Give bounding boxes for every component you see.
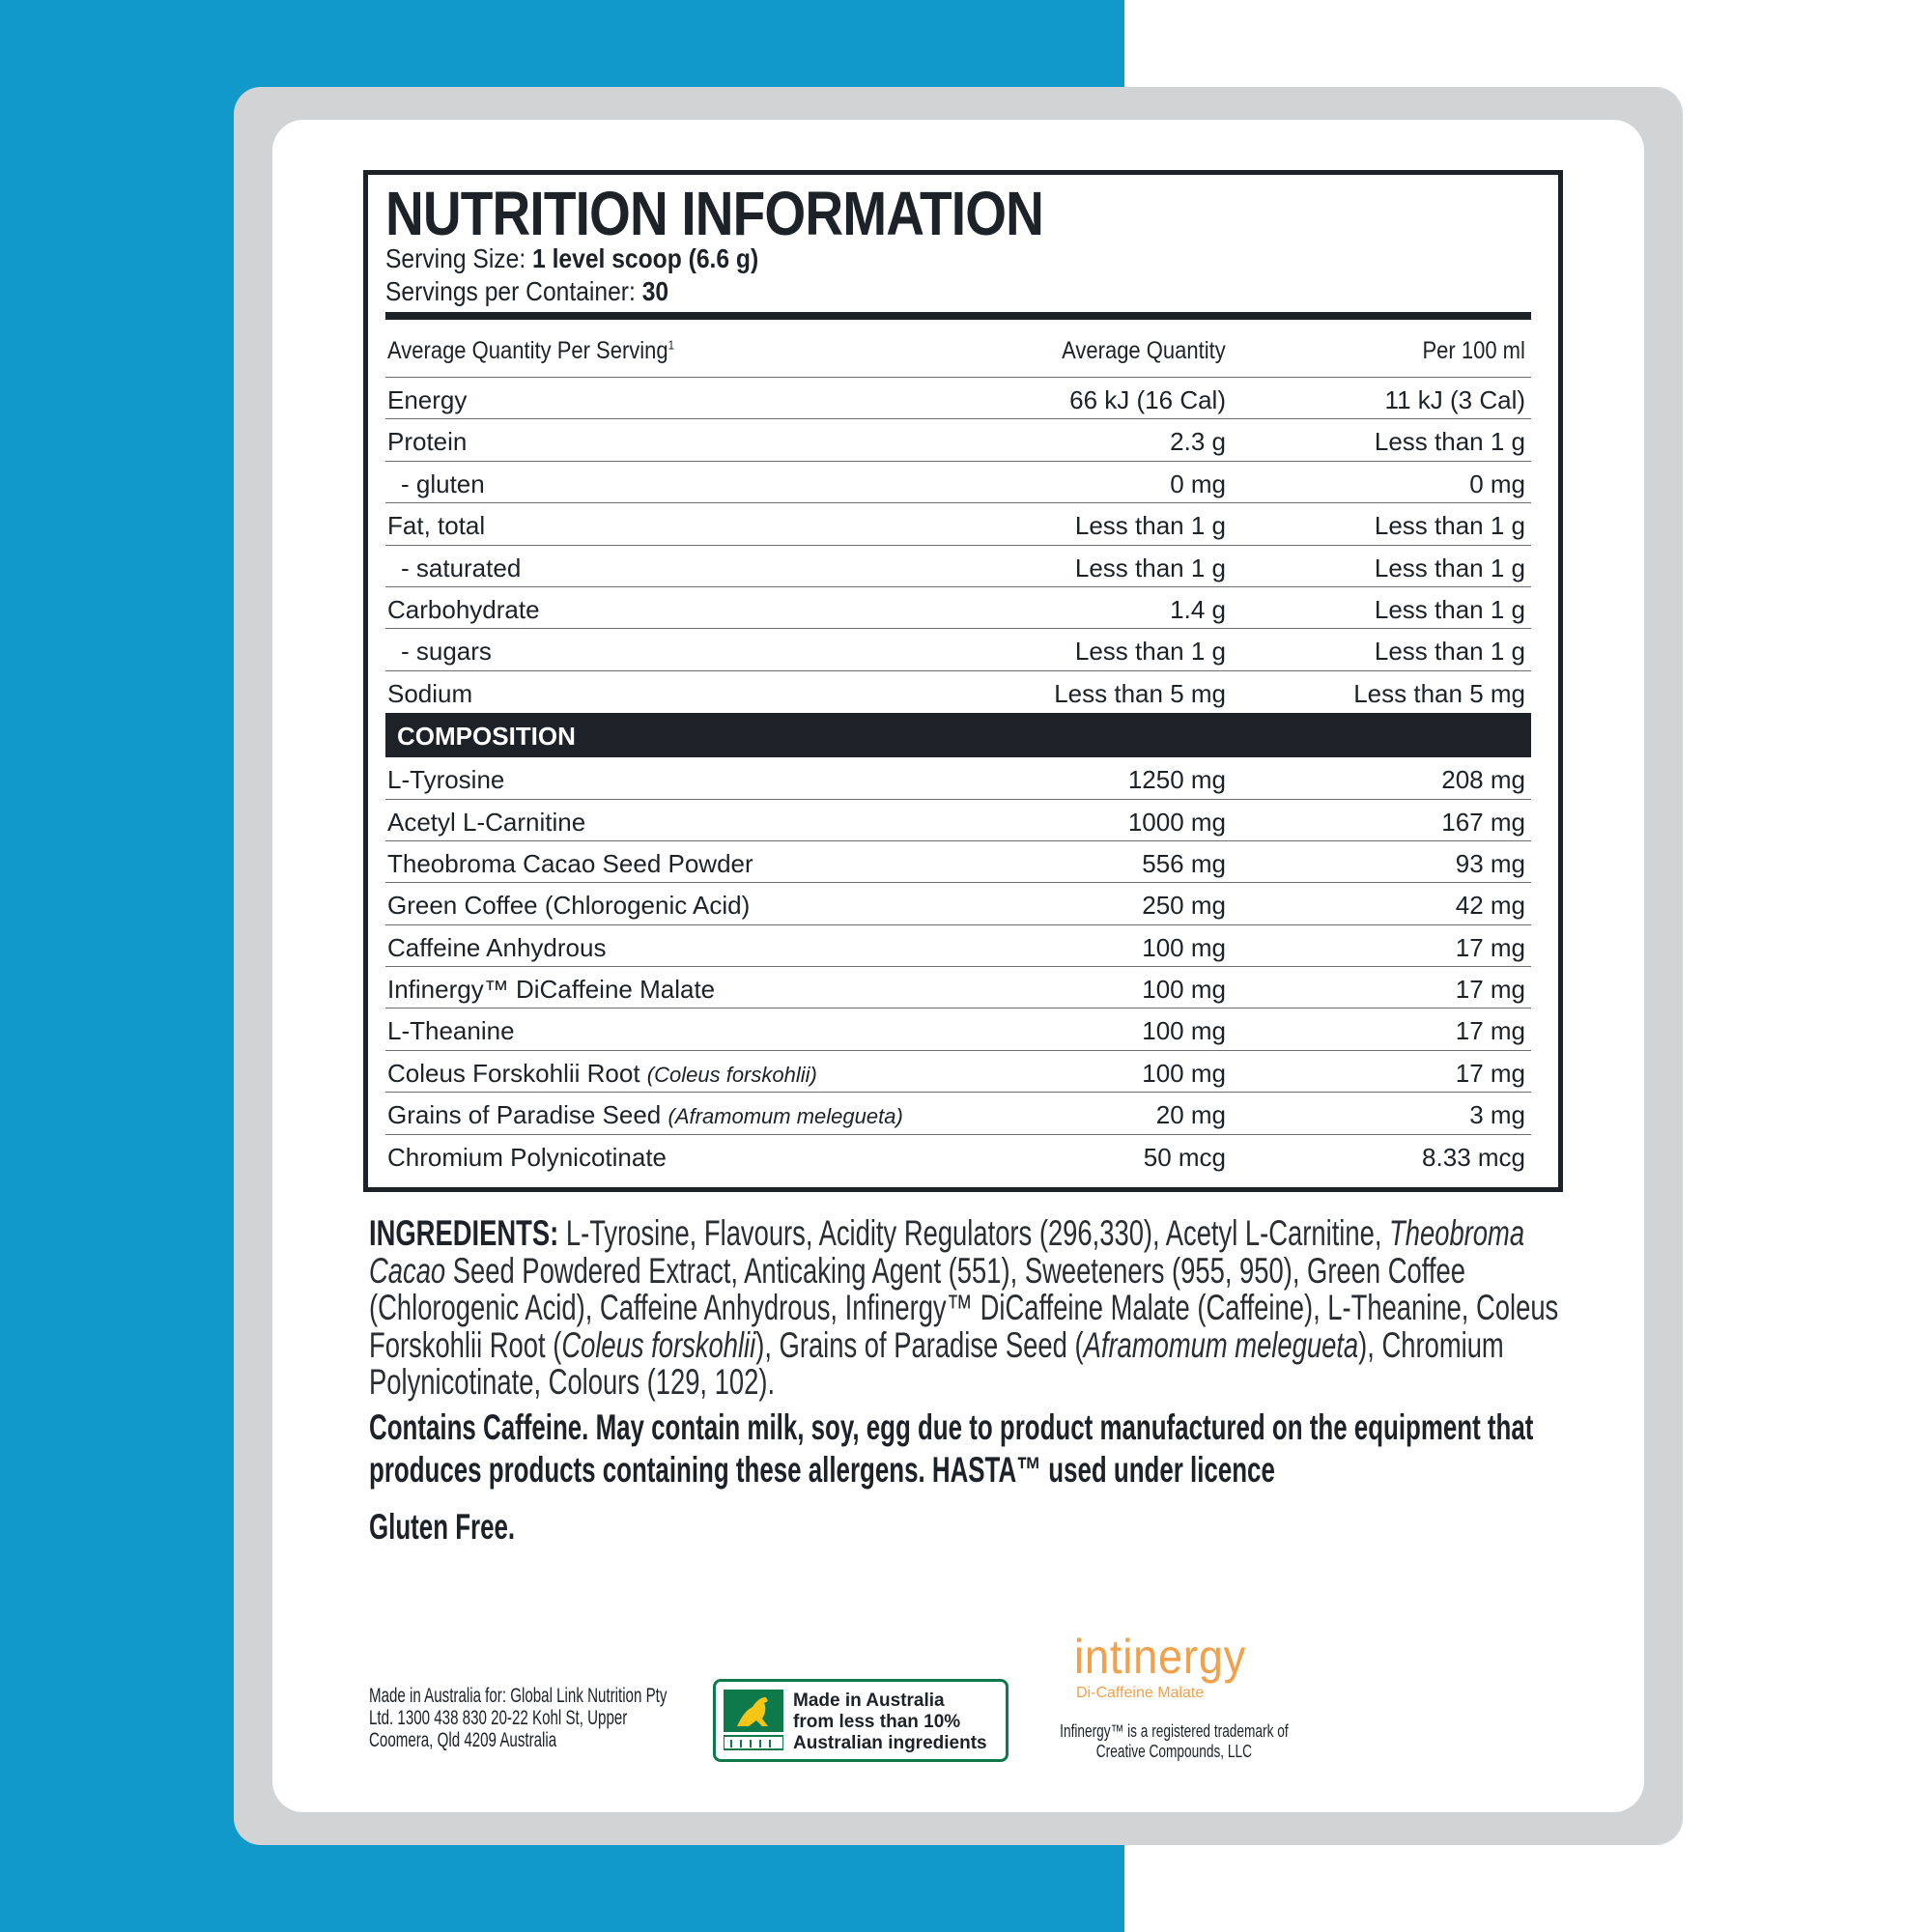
header-col1 [387,337,674,365]
ingredient-name [387,933,606,963]
per-100-value: Less than 1 g [1374,594,1525,624]
ingredient-latin-name: (Coleus forskohlii) [646,1062,817,1087]
per-100-value: 17 mg [1455,1058,1525,1088]
infinergy-logo [1074,1629,1277,1716]
servings-per-label: Servings per Container: [385,276,642,306]
table-row [385,800,1531,841]
table-row [385,967,1531,1009]
ingredient-common-name: Acetyl L-Carnitine [387,807,586,837]
per-serving-value: 1000 mg [1127,807,1226,837]
ingredient-name [387,1100,903,1130]
per-serving-value: 66 kJ (16 Cal) [1069,385,1226,414]
per-100-value: 42 mg [1455,891,1525,921]
nutrient-name: - sugars [401,637,492,667]
ingredient-latin-term: Theobroma Cacao [369,1213,1525,1291]
header-col2: Average Quantity [1062,337,1226,364]
header-col1-text: Average Quantity Per Serving [387,337,668,364]
per-100-value: 208 mg [1441,765,1525,795]
nutrient-name: - saturated [401,553,522,582]
table-row [385,1135,1531,1177]
per-100-value: 11 kJ (3 Cal) [1384,385,1525,414]
ingredient-common-name: Grains of Paradise Seed [387,1100,668,1130]
per-serving-value: 0 mg [1170,469,1226,498]
per-100-value: Less than 1 g [1374,637,1525,667]
ingredient-text: ), Chromium Polynicotinate, Colours (129, 102). [369,1324,1504,1402]
table-row [385,419,1531,461]
per-100-value: Less than 5 mg [1353,678,1525,708]
per-100-value: 8.33 mcg [1422,1142,1525,1172]
serving-size-label: Serving Size: [385,243,533,273]
ingredient-latin-term: Coleus forskohlii [561,1324,756,1365]
table-row [385,503,1531,545]
per-serving-value: 100 mg [1142,975,1226,1005]
table-row [385,841,1531,883]
table-row [385,757,1531,799]
serving-size [385,244,758,274]
composition-rows [385,757,1531,1177]
kangaroo-icon [724,1690,783,1751]
per-serving-value: 1250 mg [1127,765,1226,795]
table-row [385,925,1531,967]
table-row [385,883,1531,924]
ingredient-latin-term: Aframomum melegueta [1083,1324,1359,1365]
ingredient-name [387,1016,515,1046]
per-serving-value: 1.4 g [1170,594,1226,624]
per-serving-value: 100 mg [1142,1058,1226,1088]
manufacturer-address: Made in Australia for: Global Link Nutrition Pty Ltd. 1300 438 830 20-22 Kohl St, Upper Coomera, Qld 4209 Australia [369,1685,668,1751]
per-100-value: 0 mg [1469,469,1525,498]
nutrient-name: Sodium [387,678,473,708]
ingredient-common-name: Infinergy™ DiCaffeine Malate [387,975,716,1005]
per-serving-value: 20 mg [1155,1100,1226,1130]
per-serving-value: Less than 1 g [1074,637,1226,667]
ingredients-text [369,1215,1577,1402]
composition-label: COMPOSITION [397,722,576,752]
ingredient-common-name: Chromium Polynicotinate [387,1142,668,1172]
infinergy-wordmark: intinergy [1074,1630,1247,1684]
ingredient-common-name: Caffeine Anhydrous [387,932,607,962]
per-serving-value: 250 mg [1142,891,1226,921]
ingredient-text: Seed Powdered Extract, Anticaking Agent (551), Sweeteners (955, 950), Green Coffee (Chlorogenic Acid), Caffeine Anhydrous, Infinergy™ DiCaffeine Malate (Caffeine), L-Theanine, Coleus Forskohlii Root ( [369,1250,1559,1365]
ingredient-latin-name: (Aframomum melegueta) [668,1104,903,1129]
servings-per-value: 30 [641,276,669,306]
table-row [385,629,1531,670]
nutrition-table [385,320,1531,1177]
table-row [385,378,1531,419]
composition-bar [385,713,1531,757]
nutrient-name: Fat, total [387,511,486,541]
badge-text [793,1690,987,1754]
per-serving-value: 2.3 g [1170,427,1226,457]
per-100-value: 3 mg [1469,1100,1525,1130]
ingredient-common-name: L-Tyrosine [387,765,505,795]
ingredient-name [387,765,504,795]
table-header [385,320,1531,378]
trademark-note: Infinergy™ is a registered trademark of Creative Compounds, LLC [1060,1721,1289,1761]
ingredient-name [387,808,585,838]
per-100-value: Less than 1 g [1374,511,1525,541]
allergen-statement: Contains Caffeine. May contain milk, soy, egg due to product manufactured on the equipment that produces products containing these allergens. HASTA™ used under licence [369,1407,1534,1490]
table-row [385,546,1531,587]
ingredient-common-name: Theobroma Cacao Seed Powder [387,848,753,878]
header-col3: Per 100 ml [1422,337,1525,364]
ingredient-common-name: Coleus Forskohlii Root [387,1058,647,1088]
per-100-value: 167 mg [1441,807,1525,837]
badge-line-3: Australian ingredients [793,1733,987,1753]
ingredient-name [387,1143,667,1173]
ingredient-name [387,975,715,1005]
per-serving-value: 100 mg [1142,1016,1226,1046]
table-row [385,1093,1531,1134]
serving-size-value: 1 level scoop (6.6 g) [532,243,759,273]
table-row [385,1009,1531,1050]
per-100-value: 17 mg [1455,975,1525,1005]
made-in-australia-badge [713,1679,1009,1762]
infinergy-subtitle: Di-Caffeine Malate [1076,1685,1205,1701]
ingredient-name [387,849,753,879]
ingredient-text: L-Tyrosine, Flavours, Acidity Regulators (296,330), Acetyl L-Carnitine, [558,1213,1390,1253]
nutrient-name: Carbohydrate [387,594,540,624]
per-serving-value: 556 mg [1142,848,1226,878]
table-row [385,462,1531,503]
table-row [385,1051,1531,1093]
per-serving-value: Less than 1 g [1074,511,1226,541]
servings-per-container [385,277,668,307]
nutrition-rows [385,378,1531,713]
table-row [385,671,1531,713]
badge-line-1: Made in Australia [793,1690,945,1711]
ingredient-name [387,1059,817,1089]
per-serving-value: 100 mg [1142,932,1226,962]
nutrient-name: Energy [387,385,468,414]
per-100-value: Less than 1 g [1374,553,1525,582]
ingredient-text: ), Grains of Paradise Seed ( [755,1324,1084,1365]
thick-divider [385,312,1531,320]
table-row [385,587,1531,629]
per-100-value: 17 mg [1455,1016,1525,1046]
ingredients-label: INGREDIENTS: [369,1213,559,1253]
per-serving-value: Less than 1 g [1074,553,1226,582]
per-serving-value: 50 mcg [1143,1142,1226,1172]
nutrition-panel [363,170,1563,1192]
per-serving-value: Less than 5 mg [1054,678,1226,708]
panel-title: NUTRITION INFORMATION [385,179,1044,248]
per-100-value: 93 mg [1455,848,1525,878]
nutrient-name: Protein [387,427,468,457]
header-footnote-mark: 1 [668,337,675,353]
gluten-free-statement: Gluten Free. [369,1507,516,1547]
per-100-value: Less than 1 g [1374,427,1525,457]
badge-line-2: from less than 10% [793,1712,961,1732]
ingredient-common-name: Green Coffee (Chlorogenic Acid) [387,891,751,921]
ingredient-name [387,891,750,921]
nutrient-name: - gluten [401,469,485,498]
per-100-value: 17 mg [1455,932,1525,962]
ingredient-common-name: L-Theanine [387,1016,515,1046]
